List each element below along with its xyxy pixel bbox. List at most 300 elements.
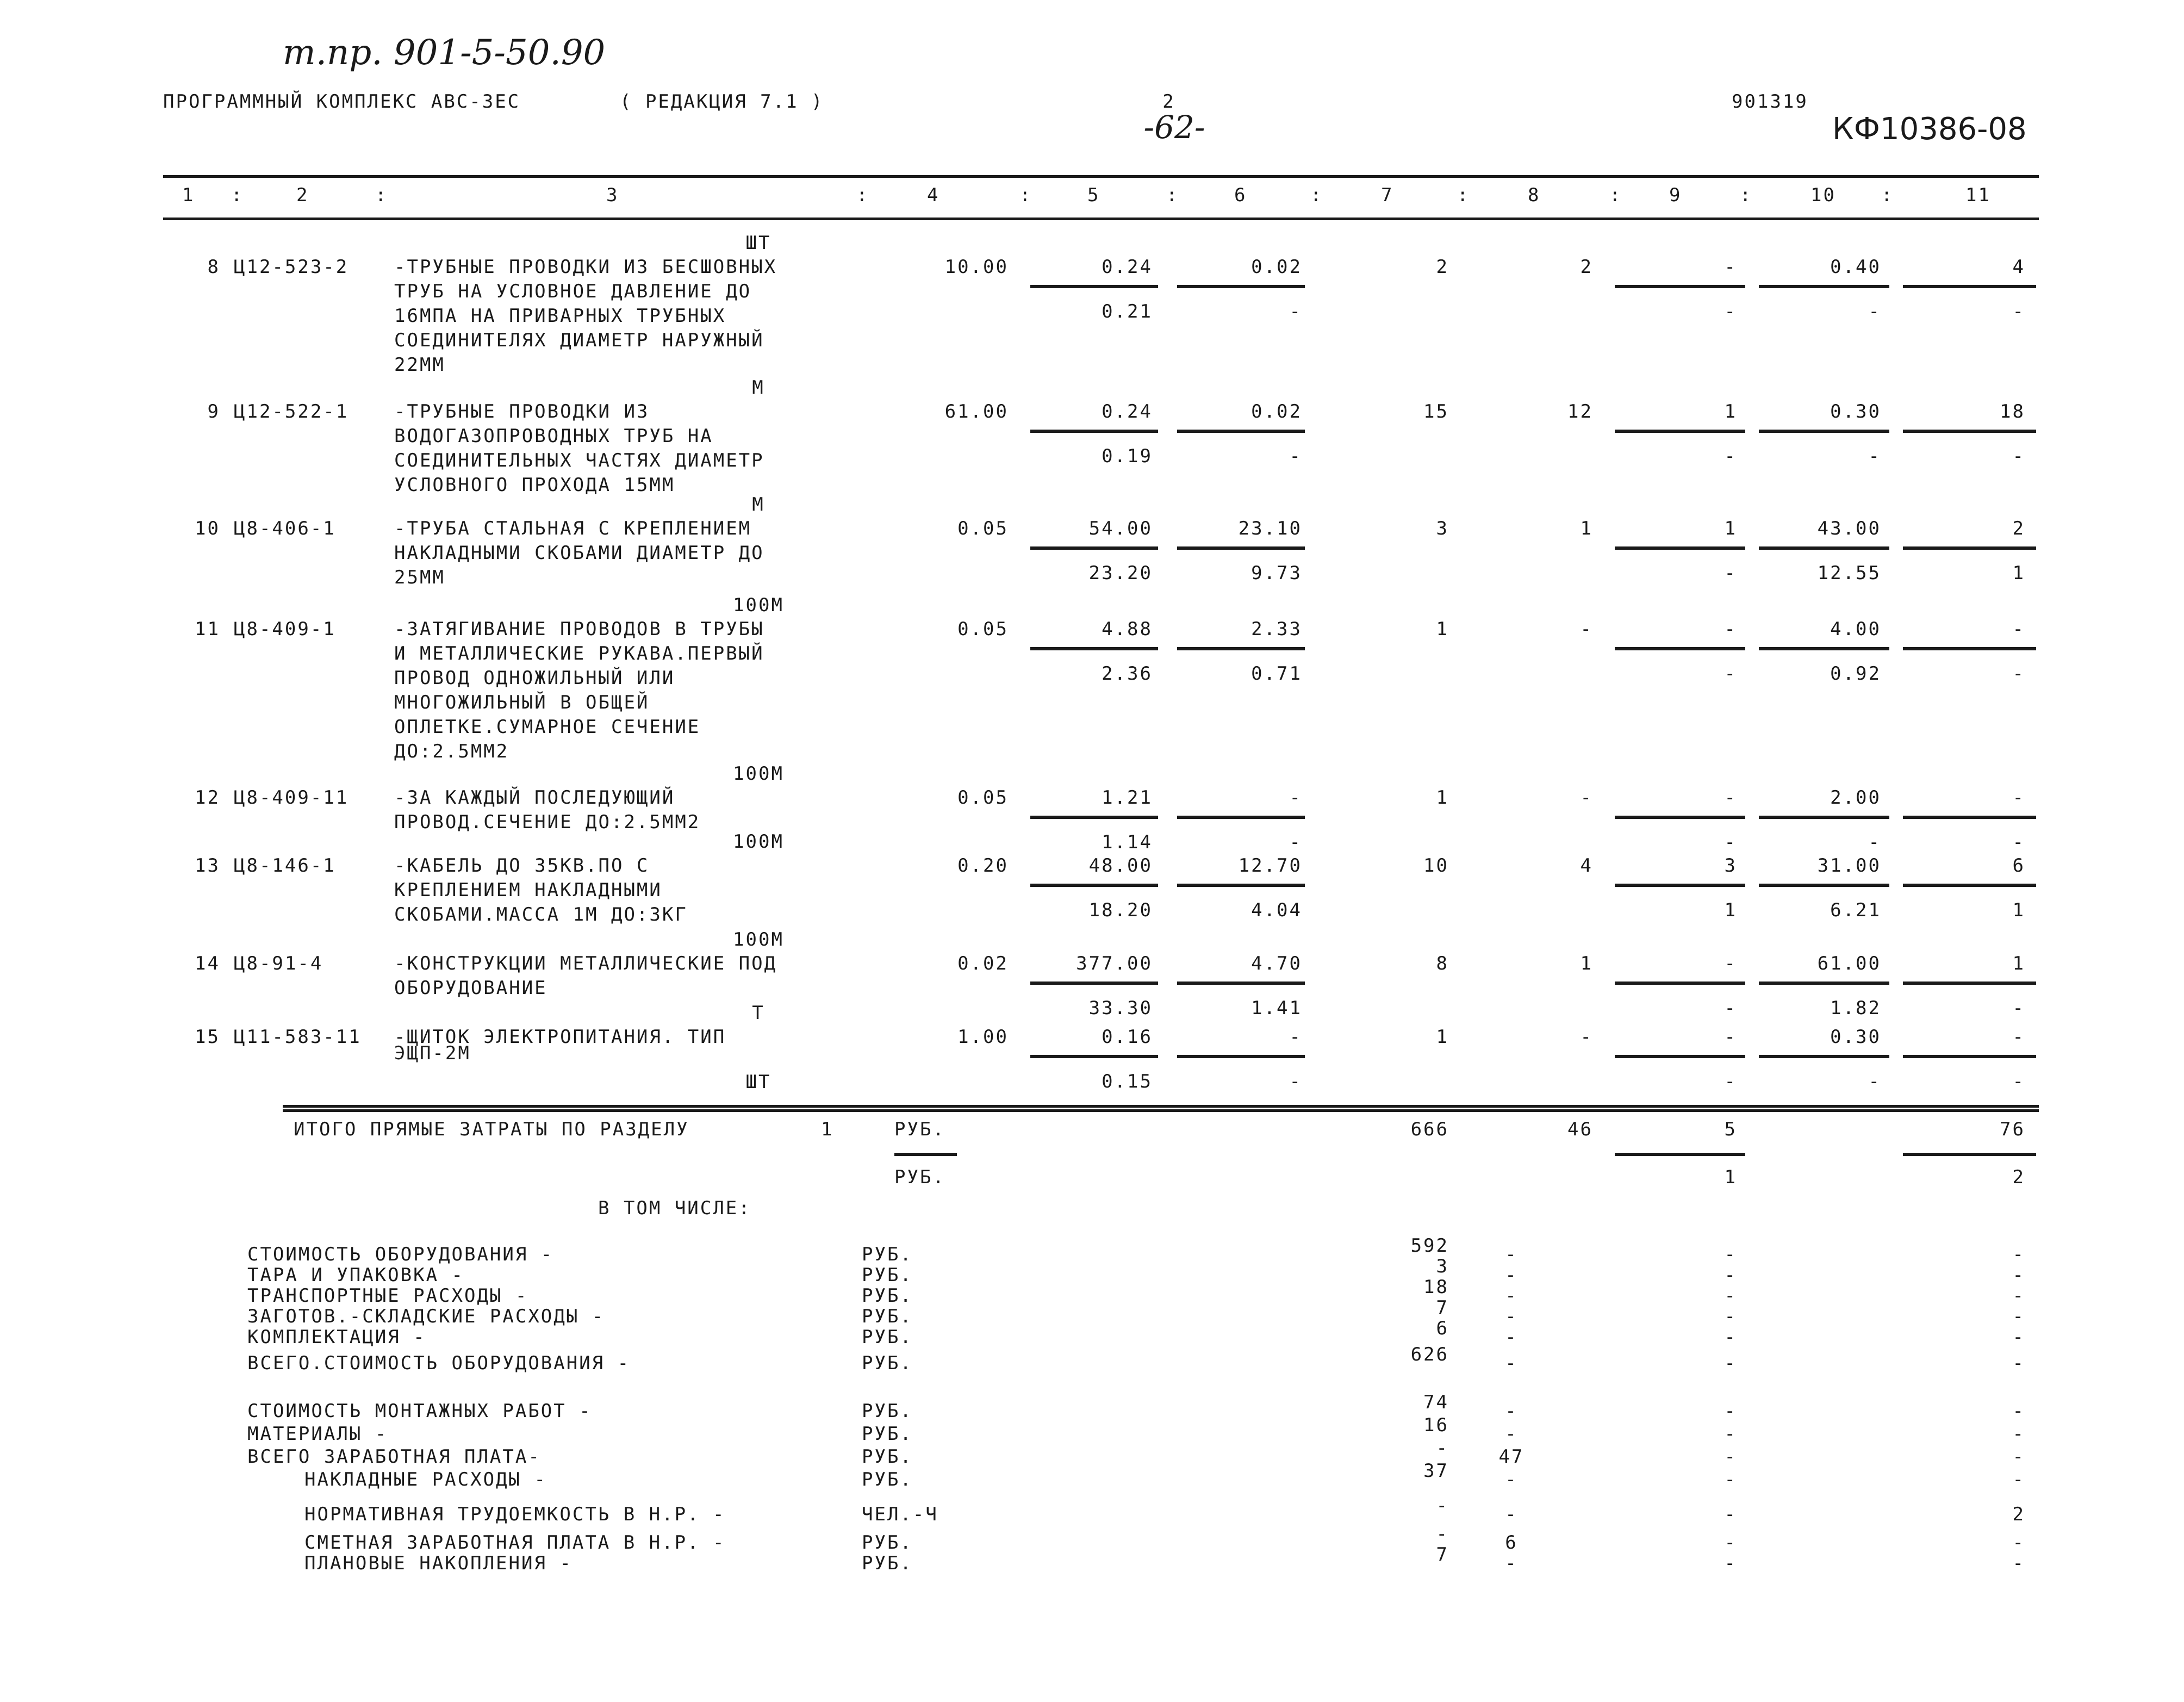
breakdown-c9: - [1724,1469,1737,1490]
column-header-11: 11 [1965,184,1991,206]
value-c5b: 0.19 [1102,445,1153,467]
breakdown-c8: - [1505,1504,1518,1525]
value-c11: 2 [2012,518,2025,539]
breakdown-c9: - [1724,1446,1737,1468]
row-number: 9 [207,401,220,423]
value-underline [1759,982,1889,985]
breakdown-c8: - [1505,1352,1518,1374]
value-c5b: 18.20 [1088,899,1153,921]
value-c6b: 4.04 [1251,899,1302,921]
value-c10: 0.30 [1830,401,1881,423]
description-line: -КАБЕЛЬ ДО 35КВ.ПО С [394,855,650,877]
value-c9: - [1724,787,1737,809]
description-line: -ТРУБНЫЕ ПРОВОДКИ ИЗ [394,401,650,423]
breakdown-label: СТОИМОСТЬ МОНТАЖНЫХ РАБОТ - [247,1400,592,1422]
code-cell: Ц8-409-1 [234,618,336,640]
breakdown-unit: РУБ. [862,1326,913,1348]
value-c10: 0.30 [1830,1026,1881,1048]
value-c10: 4.00 [1830,618,1881,640]
value-underline [1177,884,1305,887]
unit-label: ШТ [745,232,771,254]
value-c11: 4 [2012,256,2025,278]
breakdown-label: КОМПЛЕКТАЦИЯ - [247,1326,426,1348]
breakdown-c9: - [1724,1504,1737,1525]
breakdown-c9: - [1724,1326,1737,1348]
column-header-9: 9 [1669,184,1682,206]
description-line: ОПЛЕТКЕ.СУМАРНОЕ СЕЧЕНИЕ [394,716,701,738]
value-underline [1030,816,1158,819]
handwritten-page-number: -62- [1143,109,1205,146]
value-underline [1903,647,2036,650]
value-c11b: - [2012,301,2025,322]
breakdown-unit: РУБ. [862,1552,913,1574]
column-separator: : [231,184,244,206]
value-c6: 23.10 [1238,518,1302,539]
breakdown-c8: - [1505,1552,1518,1574]
value-c11b: - [2012,663,2025,685]
value-underline [1615,647,1745,650]
breakdown-c11: - [2012,1532,2025,1554]
column-separator: : [1166,184,1179,206]
row-number: 11 [195,618,220,640]
breakdown-c11: - [2012,1400,2025,1422]
value-underline [1030,647,1158,650]
breakdown-c9: - [1724,1552,1737,1574]
totals-c11: 76 [2000,1119,2025,1140]
value-underline [1759,816,1889,819]
value-underline [1177,546,1305,550]
value-c11: 6 [2012,855,2025,877]
header-top-rule [163,175,2039,178]
breakdown-c11: - [2012,1423,2025,1445]
value-underline [1615,546,1745,550]
value-underline [1177,1055,1305,1058]
column-separator: : [375,184,388,206]
value-underline [1903,816,2036,819]
breakdown-label: МАТЕРИАЛЫ - [247,1423,388,1445]
breakdown-label: СМЕТНАЯ ЗАРАБОТНАЯ ПЛАТА В Н.Р. - [304,1532,726,1554]
unit-label: 100М [733,929,784,951]
handwritten-project-ref: т.пр. 901-5-50.90 [283,33,606,73]
value-c11: - [2012,787,2025,809]
value-underline [1615,982,1745,985]
value-underline [1903,430,2036,433]
value-c4: 1.00 [957,1026,1009,1048]
value-c9: - [1724,953,1737,974]
value-c10b: 6.21 [1830,899,1881,921]
breakdown-c7: 74 [1423,1392,1449,1413]
column-separator: : [1609,184,1622,206]
value-underline [1759,285,1889,288]
totals-c8: 46 [1567,1119,1593,1140]
value-underline [1759,647,1889,650]
value-c6: - [1289,787,1302,809]
description-line: СКОБАМИ.МАССА 1М ДО:3КГ [394,904,688,925]
value-c4: 0.02 [957,953,1009,974]
code-cell: Ц8-406-1 [234,518,336,539]
value-c9b: 1 [1724,899,1737,921]
description-line: КРЕПЛЕНИЕМ НАКЛАДНЫМИ [394,879,662,901]
value-c4: 0.05 [957,787,1009,809]
breakdown-c11: - [2012,1306,2025,1327]
totals-unit: РУБ. [894,1119,945,1140]
code-cell: Ц11-583-11 [234,1026,362,1048]
breakdown-c11: - [2012,1285,2025,1307]
value-c5: 0.24 [1102,401,1153,423]
value-c7: 1 [1436,618,1449,640]
column-separator: : [1740,184,1753,206]
breakdown-c9: - [1724,1264,1737,1286]
value-underline [1177,816,1305,819]
value-c9b: - [1724,562,1737,584]
value-c6b: 9.73 [1251,562,1302,584]
unit-label: ШТ [745,1071,771,1093]
breakdown-unit: РУБ. [862,1285,913,1307]
value-underline [1615,430,1745,433]
value-c8: 12 [1567,401,1593,423]
description-line: -ТРУБА СТАЛЬНАЯ С КРЕПЛЕНИЕМ [394,518,752,539]
value-c11b: - [2012,1071,2025,1092]
description-line: -ЗАТЯГИВАНИЕ ПРОВОДОВ В ТРУБЫ [394,618,764,640]
breakdown-c7: 6 [1436,1318,1449,1339]
page-number: 2 [1162,91,1175,113]
value-c5: 1.21 [1102,787,1153,809]
value-underline [1615,816,1745,819]
unit-label: 100М [733,594,784,616]
description-line: ДО:2.5ММ2 [394,741,509,762]
breakdown-unit: ЧЕЛ.-Ч [862,1504,938,1525]
breakdown-c8: 6 [1505,1532,1518,1554]
value-c6: 12.70 [1238,855,1302,877]
value-c10b: 0.92 [1830,663,1881,685]
breakdown-c7: 7 [1436,1297,1449,1319]
description-line: ВОДОГАЗОПРОВОДНЫХ ТРУБ НА [394,425,713,447]
breakdown-c7: 7 [1436,1544,1449,1566]
value-c11: 18 [2000,401,2025,423]
description-line: СОЕДИНИТЕЛЬНЫХ ЧАСТЯХ ДИАМЕТР [394,450,764,471]
value-c5: 0.24 [1102,256,1153,278]
breakdown-unit: РУБ. [862,1244,913,1265]
value-underline [1903,546,2036,550]
totals-underline [894,1153,957,1156]
description-line: 25ММ [394,567,445,588]
value-c11: 1 [2012,953,2025,974]
breakdown-c8: - [1505,1306,1518,1327]
description-line: -ЗА КАЖДЫЙ ПОСЛЕДУЮЩИЙ [394,787,675,809]
totals-c9: 5 [1724,1119,1737,1140]
unit-label: М [752,494,765,515]
breakdown-unit: РУБ. [862,1400,913,1422]
value-c9: - [1724,256,1737,278]
description-line: ПРОВОД ОДНОЖИЛЬНЫЙ ИЛИ [394,667,675,689]
value-c5b: 23.20 [1088,562,1153,584]
row-number: 8 [207,256,220,278]
value-c5b: 2.36 [1102,663,1153,685]
totals-rule [283,1105,2039,1108]
value-underline [1615,1055,1745,1058]
value-c5: 54.00 [1088,518,1153,539]
breakdown-c8: - [1505,1400,1518,1422]
value-c8: 1 [1580,518,1593,539]
value-c7: 1 [1436,1026,1449,1048]
value-underline [1903,1055,2036,1058]
breakdown-c11: - [2012,1446,2025,1468]
value-c11b: - [2012,831,2025,853]
value-c6: 4.70 [1251,953,1302,974]
totals-c9b: 1 [1724,1166,1737,1188]
totals-rule-2 [283,1109,2039,1112]
description-line: ЭЩП-2М [394,1042,471,1064]
value-c10: 31.00 [1817,855,1881,877]
value-c10b: - [1868,831,1881,853]
value-underline [1615,884,1745,887]
including-label: В ТОМ ЧИСЛЕ: [598,1197,751,1219]
value-underline [1759,430,1889,433]
column-separator: : [1019,184,1032,206]
totals-c7: 666 [1410,1119,1449,1140]
value-c7: 3 [1436,518,1449,539]
value-c6b: - [1289,445,1302,467]
value-c9b: - [1724,1071,1737,1092]
header-bottom-rule [163,218,2039,220]
column-separator: : [1881,184,1894,206]
breakdown-unit: РУБ. [862,1306,913,1327]
column-separator: : [1457,184,1470,206]
breakdown-c9: - [1724,1423,1737,1445]
breakdown-c11: - [2012,1352,2025,1374]
breakdown-c11: 2 [2012,1504,2025,1525]
value-c7: 1 [1436,787,1449,809]
value-underline [1177,647,1305,650]
value-c10b: - [1868,1071,1881,1092]
value-underline [1759,884,1889,887]
value-underline [1177,982,1305,985]
description-line: СОЕДИНИТЕЛЯХ ДИАМЕТР НАРУЖНЫЙ [394,330,764,351]
value-c10: 2.00 [1830,787,1881,809]
breakdown-c11: - [2012,1552,2025,1574]
value-underline [1903,884,2036,887]
breakdown-unit: РУБ. [862,1532,913,1554]
value-c10b: - [1868,445,1881,467]
column-header-7: 7 [1381,184,1394,206]
breakdown-c8: - [1505,1423,1518,1445]
description-line: МНОГОЖИЛЬНЫЙ В ОБЩЕЙ [394,692,650,713]
breakdown-c8: 47 [1498,1446,1525,1468]
breakdown-c9: - [1724,1532,1737,1554]
breakdown-c8: - [1505,1285,1518,1307]
totals-section-number: 1 [821,1119,834,1140]
value-c6: 2.33 [1251,618,1302,640]
column-header-8: 8 [1528,184,1541,206]
value-underline [1030,546,1158,550]
breakdown-c7: 37 [1423,1460,1449,1482]
value-c9b: - [1724,445,1737,467]
document-number: 901319 [1732,91,1808,113]
value-underline [1759,1055,1889,1058]
description-line: И МЕТАЛЛИЧЕСКИЕ РУКАВА.ПЕРВЫЙ [394,643,764,664]
breakdown-c11: - [2012,1469,2025,1490]
value-underline [1030,884,1158,887]
row-number: 14 [195,953,220,974]
row-number: 10 [195,518,220,539]
value-c9b: - [1724,301,1737,322]
column-separator: : [856,184,869,206]
value-c9b: - [1724,663,1737,685]
value-underline [1030,285,1158,288]
breakdown-c7: 592 [1410,1235,1449,1257]
description-line: -КОНСТРУКЦИИ МЕТАЛЛИЧЕСКИЕ ПОД [394,953,777,974]
column-header-4: 4 [927,184,940,206]
totals-c11b: 2 [2012,1166,2025,1188]
value-c10: 43.00 [1817,518,1881,539]
value-c8: - [1580,787,1593,809]
breakdown-label: ТРАНСПОРТНЫЕ РАСХОДЫ - [247,1285,528,1307]
value-c10: 61.00 [1817,953,1881,974]
breakdown-c11: - [2012,1244,2025,1265]
value-c7: 15 [1423,401,1449,423]
value-c7: 10 [1423,855,1449,877]
value-c6b: 1.41 [1251,997,1302,1019]
breakdown-c8: - [1505,1469,1518,1490]
value-c9b: - [1724,831,1737,853]
unit-label: М [752,377,765,399]
value-c6b: - [1289,1071,1302,1092]
value-underline [1030,1055,1158,1058]
value-underline [1615,285,1745,288]
value-underline [1903,982,2036,985]
totals-label: ИТОГО ПРЯМЫЕ ЗАТРАТЫ ПО РАЗДЕЛУ [294,1119,689,1140]
value-c11: - [2012,1026,2025,1048]
description-line: ПРОВОД.СЕЧЕНИЕ ДО:2.5ММ2 [394,811,701,833]
value-c8: - [1580,1026,1593,1048]
code-cell: Ц8-91-4 [234,953,323,974]
breakdown-label: ЗАГОТОВ.-СКЛАДСКИЕ РАСХОДЫ - [247,1306,605,1327]
column-header-10: 10 [1810,184,1836,206]
code-cell: Ц12-523-2 [234,256,349,278]
breakdown-c9: - [1724,1352,1737,1374]
description-line: ТРУБ НА УСЛОВНОЕ ДАВЛЕНИЕ ДО [394,281,752,302]
handwritten-sheet-code: КФ10386-08 [1832,111,2027,147]
value-underline [1177,285,1305,288]
code-cell: Ц8-146-1 [234,855,336,877]
unit-label: 100М [733,831,784,853]
breakdown-c8: - [1505,1264,1518,1286]
value-c9: - [1724,618,1737,640]
value-underline [1759,546,1889,550]
totals-underline [1903,1153,2036,1156]
value-underline [1903,285,2036,288]
value-c8: 1 [1580,953,1593,974]
value-c9: 1 [1724,401,1737,423]
unit-label: Т [752,1002,765,1024]
column-header-6: 6 [1234,184,1247,206]
column-separator: : [1310,184,1323,206]
value-c5: 0.16 [1102,1026,1153,1048]
breakdown-unit: РУБ. [862,1352,913,1374]
value-c11b: 1 [2012,562,2025,584]
breakdown-c7: 18 [1423,1276,1449,1298]
value-c6: 0.02 [1251,401,1302,423]
breakdown-c7: - [1436,1437,1449,1459]
value-c5b: 33.30 [1088,997,1153,1019]
breakdown-c9: - [1724,1244,1737,1265]
value-c5b: 0.21 [1102,301,1153,322]
breakdown-c7: - [1436,1523,1449,1545]
breakdown-c7: 626 [1410,1344,1449,1365]
description-line: -ТРУБНЫЕ ПРОВОДКИ ИЗ БЕСШОВНЫХ [394,256,777,278]
value-c8: 4 [1580,855,1593,877]
breakdown-label: НАКЛАДНЫЕ РАСХОДЫ - [304,1469,547,1490]
description-line: -ЩИТОК ЭЛЕКТРОПИТАНИЯ. ТИП [394,1026,726,1048]
breakdown-c7: 16 [1423,1414,1449,1436]
value-c4: 10.00 [944,256,1009,278]
row-number: 12 [195,787,220,809]
column-header-1: 1 [182,184,195,206]
breakdown-label: ТАРА И УПАКОВКА - [247,1264,464,1286]
value-c4: 0.20 [957,855,1009,877]
value-c11b: - [2012,997,2025,1019]
breakdown-c9: - [1724,1306,1737,1327]
value-c6b: - [1289,831,1302,853]
value-c6: - [1289,1026,1302,1048]
value-c9: - [1724,1026,1737,1048]
code-cell: Ц12-522-1 [234,401,349,423]
breakdown-c7: - [1436,1495,1449,1517]
unit-label: 100М [733,763,784,785]
value-c6: 0.02 [1251,256,1302,278]
breakdown-unit: РУБ. [862,1469,913,1490]
value-c10b: - [1868,301,1881,322]
breakdown-label: ВСЕГО ЗАРАБОТНАЯ ПЛАТА- [247,1446,541,1468]
description-line: 16МПА НА ПРИВАРНЫХ ТРУБНЫХ [394,305,726,327]
value-c9: 3 [1724,855,1737,877]
breakdown-c7: 3 [1436,1256,1449,1277]
value-c5: 4.88 [1102,618,1153,640]
edition-label: ( РЕДАКЦИЯ 7.1 ) [620,91,824,113]
value-c5: 48.00 [1088,855,1153,877]
breakdown-c11: - [2012,1264,2025,1286]
breakdown-c8: - [1505,1244,1518,1265]
value-underline [1177,430,1305,433]
breakdown-label: СТОИМОСТЬ ОБОРУДОВАНИЯ - [247,1244,554,1265]
value-c11: - [2012,618,2025,640]
program-title: ПРОГРАММНЫЙ КОМПЛЕКС АВС-3ЕС [163,91,521,113]
value-underline [1030,430,1158,433]
code-cell: Ц8-409-11 [234,787,349,809]
value-c11b: 1 [2012,899,2025,921]
value-c8: 2 [1580,256,1593,278]
description-line: УСЛОВНОГО ПРОХОДА 15ММ [394,474,675,496]
value-c8: - [1580,618,1593,640]
description-line: 22ММ [394,354,445,376]
value-c5: 377.00 [1076,953,1153,974]
description-line: ОБОРУДОВАНИЕ [394,977,547,999]
breakdown-label: НОРМАТИВНАЯ ТРУДОЕМКОСТЬ В Н.Р. - [304,1504,726,1525]
breakdown-c9: - [1724,1285,1737,1307]
value-c7: 8 [1436,953,1449,974]
value-c10b: 12.55 [1817,562,1881,584]
row-number: 13 [195,855,220,877]
value-underline [1030,982,1158,985]
value-c9b: - [1724,997,1737,1019]
column-header-3: 3 [606,184,619,206]
value-c5b: 1.14 [1102,831,1153,853]
value-c4: 0.05 [957,518,1009,539]
totals-underline [1615,1153,1745,1156]
breakdown-c11: - [2012,1326,2025,1348]
column-header-5: 5 [1087,184,1100,206]
value-c6b: 0.71 [1251,663,1302,685]
